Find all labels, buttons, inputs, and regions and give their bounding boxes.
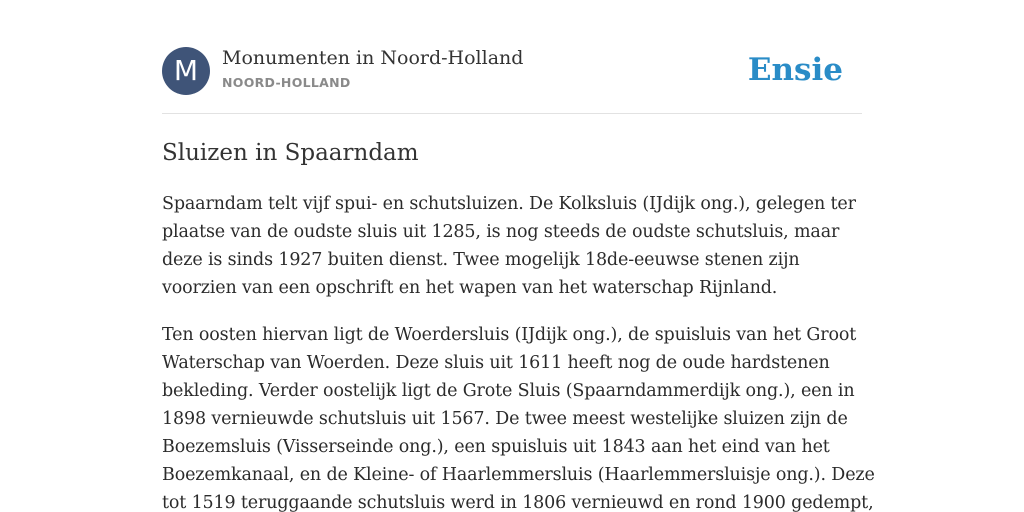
header-divider	[162, 113, 862, 114]
text-line: Ten oosten hiervan ligt de Woerdersluis (IJdijk ong.), de spuisluis van het Groot	[162, 325, 857, 345]
text-line: Boezemkanaal, en de Kleine- of Haarlemmersluis (Haarlemmersluisje ong.). Deze	[162, 465, 875, 485]
text-line: voorzien van een opschrift en het wapen van het waterschap Rijnland.	[162, 278, 778, 298]
text-line: bekleding. Verder oostelijk ligt de Grote Sluis (Spaarndammerdijk ong.), een in	[162, 381, 855, 401]
avatar[interactable]: M	[162, 47, 210, 95]
text-line: 1898 vernieuwde schutsluis uit 1567. De twee meest westelijke sluizen zijn de	[162, 409, 848, 429]
text-line: Waterschap van Woerden. Deze sluis uit 1611 heeft nog de oude hardstenen	[162, 353, 830, 373]
brand-logo[interactable]: Ensie	[747, 52, 843, 88]
text-line: deze is sinds 1927 buiten dienst. Twee mogelijk 18de-eeuwse stenen zijn	[162, 250, 800, 270]
text-line: plaatse van de oudste sluis uit 1285, is nog steeds de oudste schutsluis, maar	[162, 222, 840, 242]
page-title: Sluizen in Spaarndam	[162, 140, 419, 166]
text-line: Spaarndam telt vijf spui- en schutsluizen. De Kolksluis (IJdijk ong.), gelegen ter	[162, 194, 856, 214]
paragraph	[162, 190, 862, 302]
paragraph	[162, 321, 875, 512]
article-body	[162, 190, 875, 512]
source-title[interactable]: Monumenten in Noord-Holland	[222, 47, 524, 69]
source-header	[162, 46, 862, 96]
source-region: NOORD-HOLLAND	[222, 75, 351, 90]
text-line: Boezemsluis (Visserseinde ong.), een spuisluis uit 1843 aan het eind van het	[162, 437, 830, 457]
text-line: tot 1519 teruggaande schutsluis werd in 1806 vernieuwd en rond 1900 gedempt,	[162, 493, 874, 512]
